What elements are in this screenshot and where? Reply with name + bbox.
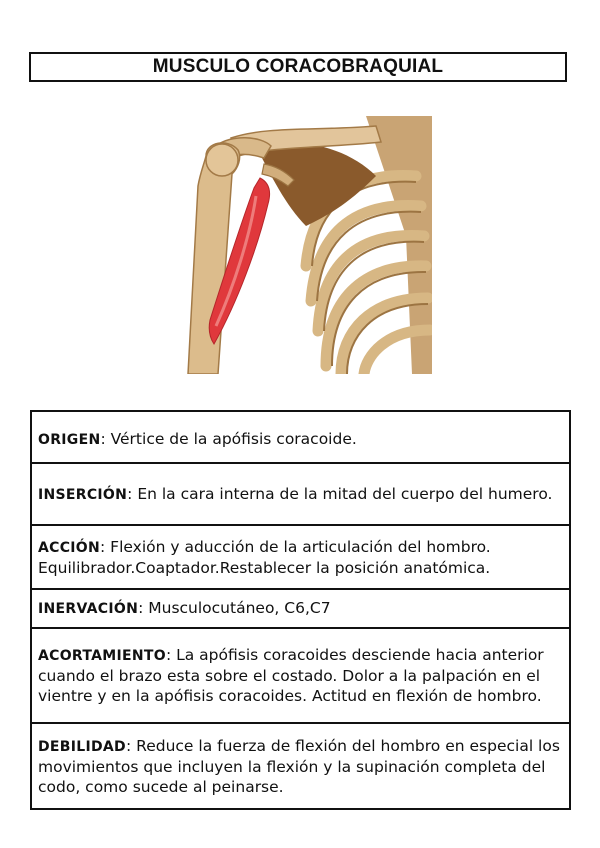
- anatomy-svg: [176, 116, 432, 374]
- row-label-inervacion: INERVACIÓN: [38, 601, 139, 617]
- row-label-origen: ORIGEN: [38, 432, 101, 448]
- row-accion: ACCIÓN: Flexión y aducción de la articulación del hombro. Equilibrador.Coaptador.Restablecer la posición anatómica.: [32, 524, 569, 588]
- row-origen: ORIGEN: Vértice de la apófisis coracoide.: [38, 430, 357, 448]
- row-debilidad: DEBILIDAD: Reduce la fuerza de flexión del hombro en especial los movimientos que incluyen la flexión y la supinación completa del codo, como sucede al peinarse.: [32, 722, 569, 808]
- row-text-debilidad: Reduce la fuerza de flexión del hombro en especial los movimientos que incluyen la flexión y la supinación completa del codo, como sucede al peinarse.: [38, 736, 560, 796]
- row-text-origen: Vértice de la apófisis coracoide.: [110, 430, 357, 448]
- humeral-head: [206, 144, 238, 176]
- shoulder-anatomy-illustration: [176, 116, 432, 374]
- row-label-acortamiento: ACORTAMIENTO: [38, 648, 166, 664]
- row-inervacion: INERVACIÓN: Musculocutáneo, C6,C7: [32, 588, 569, 627]
- row-text-accion: Flexión y aducción de la articulación del hombro. Equilibrador.Coaptador.Restablecer la posición anatómica.: [38, 537, 491, 577]
- info-table: [30, 410, 571, 810]
- row-text-insercion: En la cara interna de la mitad del cuerpo del humero.: [137, 484, 553, 503]
- row-label-accion: ACCIÓN: [38, 539, 101, 556]
- row-insercion: INSERCIÓN: En la cara interna de la mitad del cuerpo del humero.: [32, 462, 569, 524]
- row-text-acortamiento: La apófisis coracoides desciende hacia anterior cuando el brazo esta sobre el costado. Dolor a la palpación en el vientre y en la apófisis coracoides. Actitud en flexión de hombro.: [38, 646, 544, 705]
- row-label-insercion: INSERCIÓN: [38, 486, 128, 503]
- page-title: MUSCULO CORACOBRAQUIAL: [29, 52, 567, 82]
- row-text-inervacion: Musculocutáneo, C6,C7: [148, 599, 331, 617]
- row-label-debilidad: DEBILIDAD: [38, 738, 126, 755]
- row-acortamiento: ACORTAMIENTO: La apófisis coracoides desciende hacia anterior cuando el brazo esta sobre el costado. Dolor a la palpación en el vientre y en la apófisis coracoides. Actitud en flexión de hombro.: [32, 627, 569, 722]
